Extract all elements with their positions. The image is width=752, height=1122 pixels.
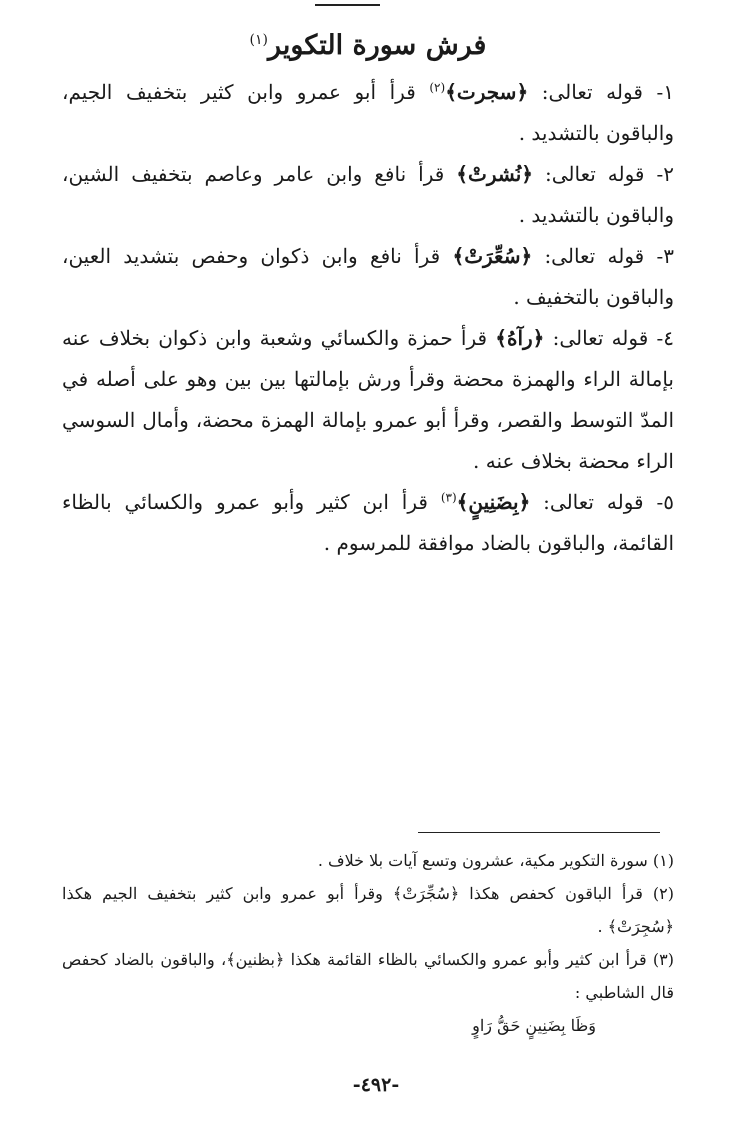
top-rule: [315, 4, 380, 6]
page-body: [62, 20, 674, 564]
page-number: -٤٩٢-: [352, 1074, 400, 1096]
footnote-3-verse-line: [62, 1009, 674, 1042]
paragraph-prefix: ٥- قوله تعالى:: [530, 490, 674, 514]
footnote-divider: [418, 832, 660, 833]
paragraph-text: قرأ نافع وابن ذكوان وحفص بتشديد العين، والباقون بالتخفيف .: [62, 244, 674, 309]
quranic-word: ﴿رآهُ﴾: [495, 326, 545, 350]
shatibi-verse: وَظَا بِضَنِينٍ حَقُّ رَاوٍ: [472, 1016, 596, 1035]
page-title: [62, 20, 674, 66]
title-note-ref: (١): [249, 32, 268, 48]
quranic-word: ﴿سُعِّرَتْ﴾: [452, 244, 533, 268]
title-text: فرش سورة التكوير: [268, 30, 487, 61]
paragraph-text: قرأ أبو عمرو وابن كثير بتخفيف الجيم، والباقون بالتشديد .: [62, 80, 674, 145]
paragraph-5: [62, 482, 674, 564]
paragraph-3: [62, 236, 674, 318]
note-ref: (٣): [440, 490, 457, 505]
footnote-2: (٢) قرأ الباقون كحفص هكذا ﴿سُجِّرَتْ﴾ وقرأ أبو عمرو وابن كثير بتخفيف الجيم هكذا ﴿سُجِرَتْ﴾ .: [62, 884, 674, 936]
footnote-1: (١) سورة التكوير مكية، عشرون وتسع آيات بلا خلاف .: [317, 851, 674, 870]
paragraph-text: قرأ نافع وابن عامر وعاصم بتخفيف الشين، والباقون بالتشديد .: [62, 162, 674, 227]
paragraph-text: قرأ حمزة والكسائي وشعبة وابن ذكوان بخلاف عنه بإمالة الراء والهمزة محضة وقرأ ورش بإمالتها بين بين وهو على أصله في المدّ التوسط والقصر، وقرأ أبو عمرو بإمالة الهمزة محضة، وأمال السوسي الراء محضة بخلاف عنه .: [62, 326, 675, 473]
paragraph-prefix: ٢- قوله تعالى:: [533, 162, 674, 186]
quranic-word: ﴿سجرت﴾: [445, 80, 529, 104]
footnote-3: (٣) قرأ ابن كثير وأبو عمرو والكسائي بالظاء القائمة هكذا ﴿بظنين﴾، والباقون بالضاد كحفص قال الشاطبي :: [62, 950, 674, 1002]
paragraph-1: [62, 72, 674, 154]
paragraph-prefix: ٤- قوله تعالى:: [544, 326, 674, 350]
footnotes: [62, 844, 674, 1042]
quranic-word: ﴿بِضَنِينٍ﴾: [456, 490, 531, 514]
paragraph-2: [62, 154, 674, 236]
paragraph-prefix: ٣- قوله تعالى:: [532, 244, 674, 268]
paragraph-prefix: ١- قوله تعالى:: [528, 80, 674, 104]
paragraph-text: قرأ ابن كثير وأبو عمرو والكسائي بالظاء القائمة، والباقون بالضاد موافقة للمرسوم .: [62, 490, 674, 555]
paragraph-4: [62, 318, 674, 482]
quranic-word: ﴿نُشرتْ﴾: [456, 162, 533, 186]
note-ref: (٢): [429, 80, 446, 95]
